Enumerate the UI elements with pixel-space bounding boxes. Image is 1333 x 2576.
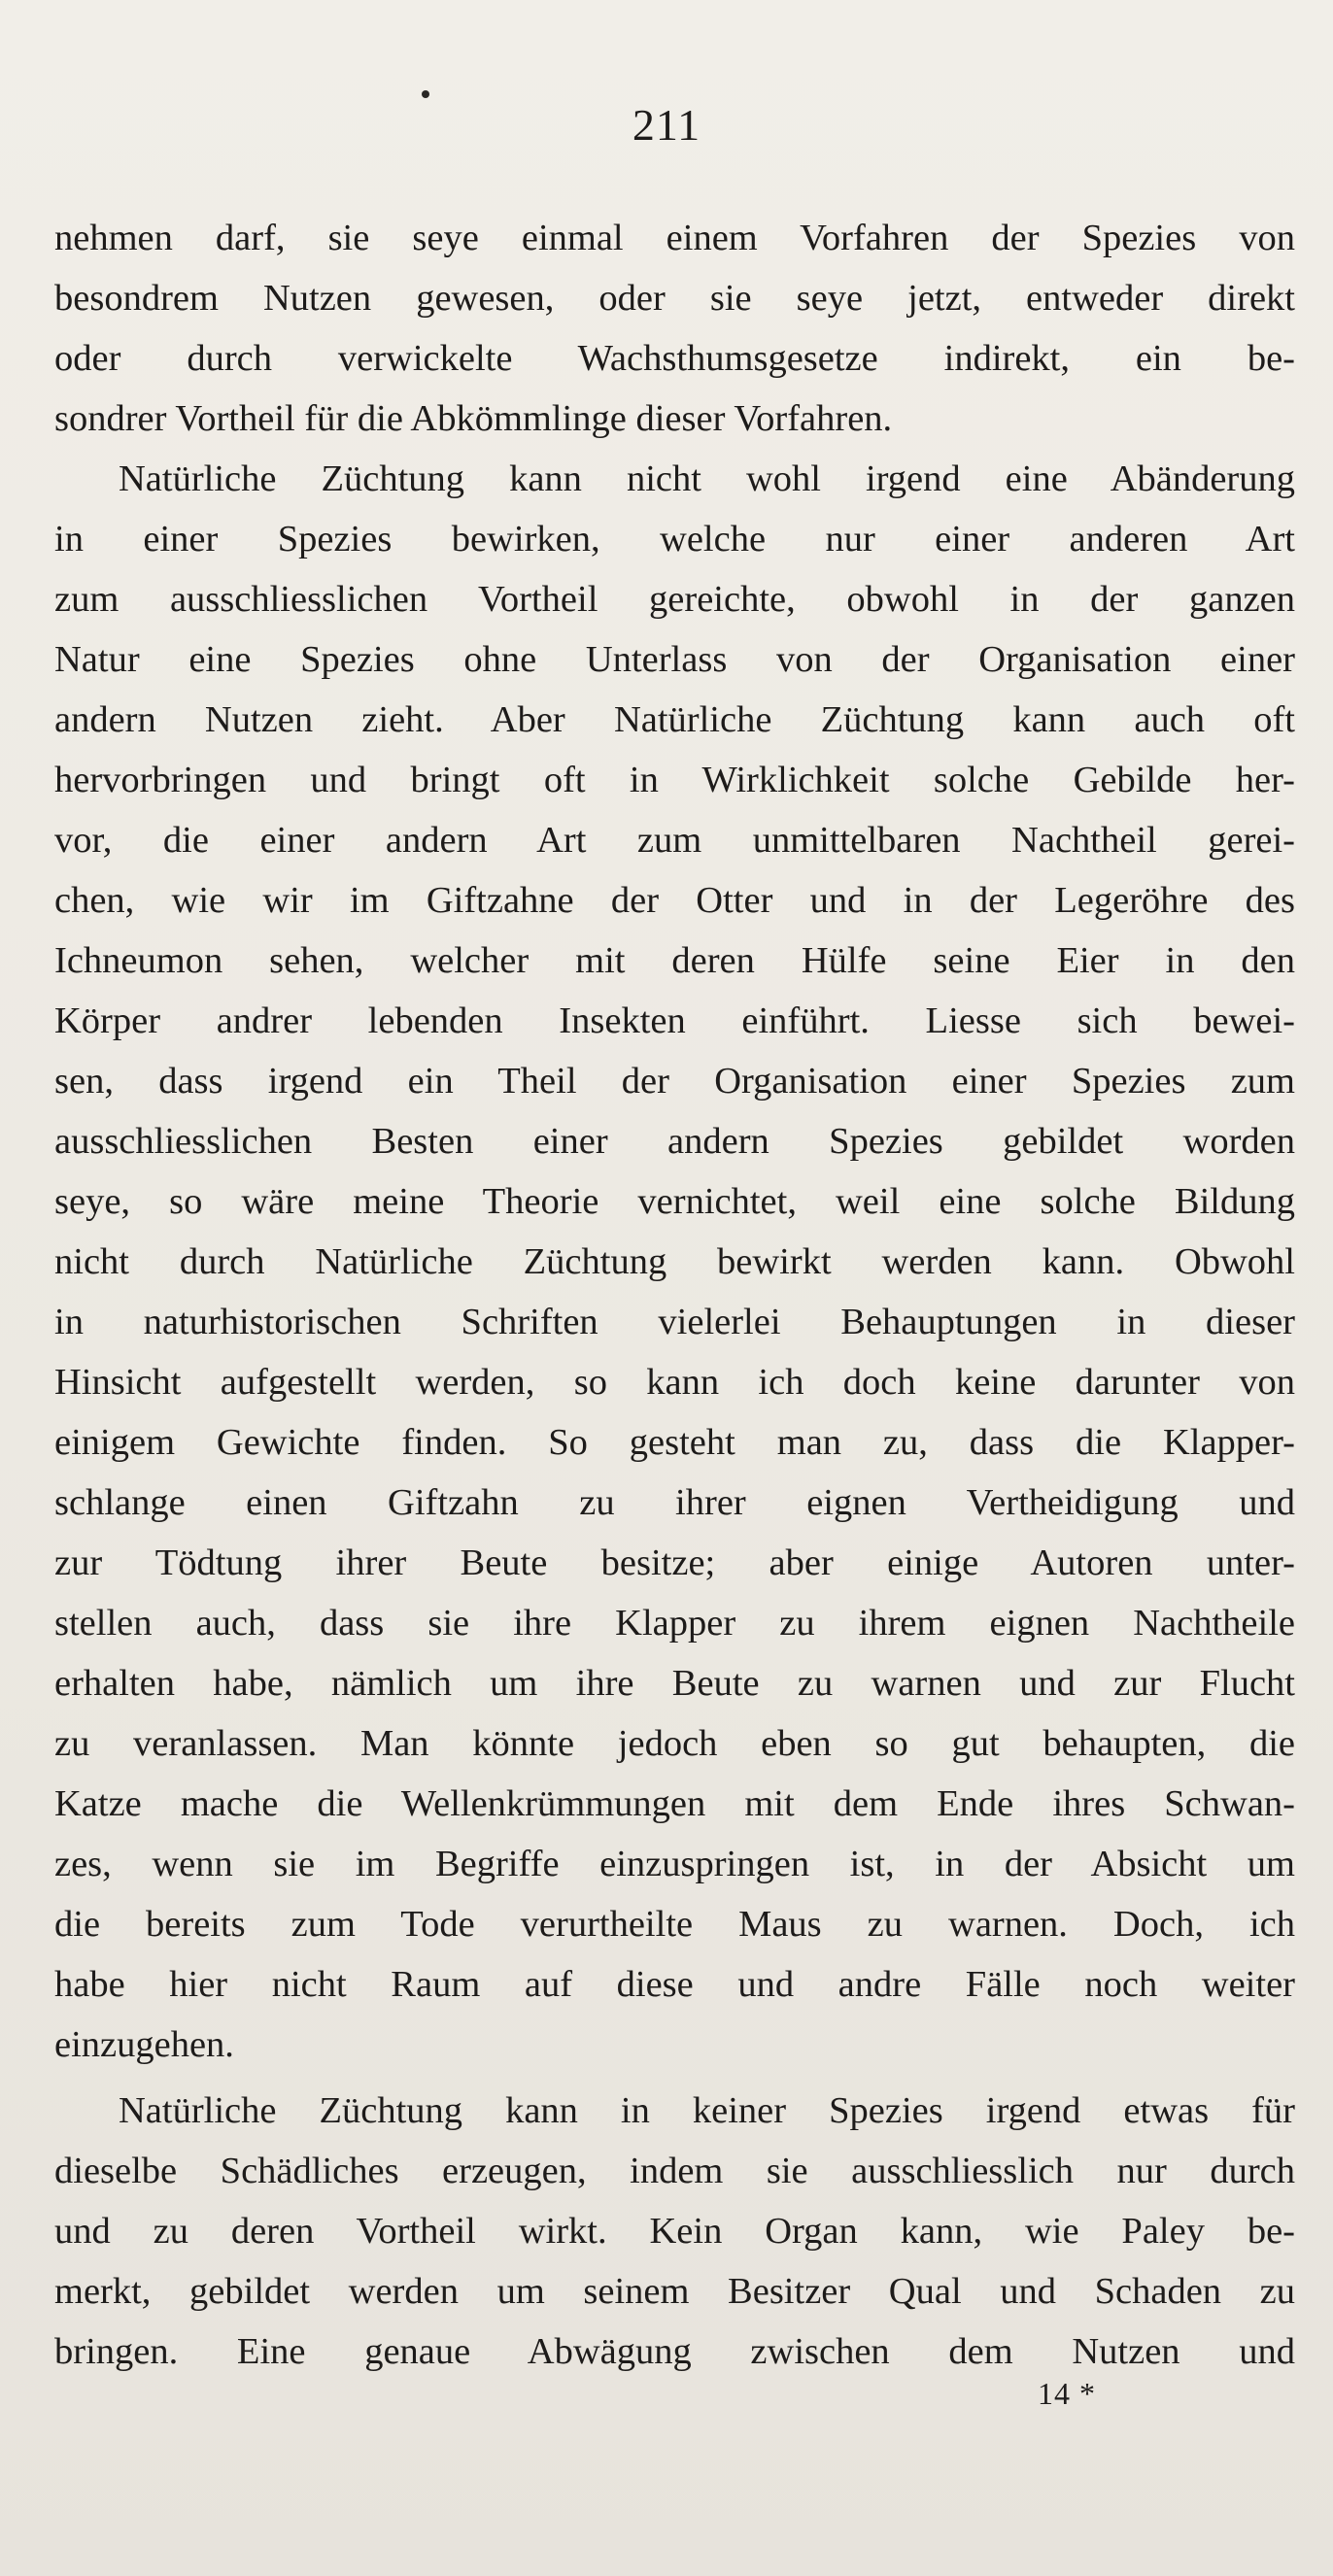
text-line: hervorbringen und bringt oft in Wirklichkeit solche Gebilde her- [54, 760, 1295, 800]
text-line: Katze mache die Wellenkrümmungen mit dem Ende ihres Schwan- [54, 1783, 1295, 1824]
body-text [54, 208, 1295, 2382]
text-line: ausschliesslichen Besten einer andern Spezies gebildet worden [54, 1121, 1295, 1162]
text-line: zur Tödtung ihrer Beute besitze; aber einige Autoren unter- [54, 1542, 1295, 1583]
text-line: Natürliche Züchtung kann in keiner Spezies irgend etwas für [119, 2090, 1295, 2131]
text-line: chen, wie wir im Giftzahne der Otter und in der Legeröhre des [54, 880, 1295, 921]
text-line: merkt, gebildet werden um seinem Besitzer Qual und Schaden zu [54, 2271, 1295, 2312]
text-line: zes, wenn sie im Begriffe einzuspringen ist, in der Absicht um [54, 1844, 1295, 1884]
text-line: seye, so wäre meine Theorie vernichtet, weil eine solche Bildung [54, 1181, 1295, 1222]
text-line: sen, dass irgend ein Theil der Organisation einer Spezies zum [54, 1061, 1295, 1102]
text-line: in naturhistorischen Schriften vielerlei Behauptungen in dieser [54, 1302, 1295, 1342]
text-line: andern Nutzen zieht. Aber Natürliche Züchtung kann auch oft [54, 699, 1295, 740]
text-line: dieselbe Schädliches erzeugen, indem sie ausschliesslich nur durch [54, 2151, 1295, 2191]
text-line: zu veranlassen. Man könnte jedoch eben so gut behaupten, die [54, 1723, 1295, 1764]
text-line: zum ausschliesslichen Vortheil gereichte, obwohl in der ganzen [54, 579, 1295, 620]
text-line: habe hier nicht Raum auf diese und andre Fälle noch weiter [54, 1964, 1295, 2005]
text-line: Hinsicht aufgestellt werden, so kann ich doch keine darunter von [54, 1362, 1295, 1403]
signature-mark: 14 * [1038, 2376, 1096, 2411]
text-line: schlange einen Giftzahn zu ihrer eignen Vertheidigung und [54, 1482, 1295, 1523]
paragraph-1 [54, 208, 1295, 449]
text-line: oder durch verwickelte Wachsthumsgesetze indirekt, ein be- [54, 338, 1295, 379]
text-line: Körper andrer lebenden Insekten einführt. Liesse sich bewei- [54, 1000, 1295, 1041]
text-line: bringen. Eine genaue Abwägung zwischen dem Nutzen und [54, 2331, 1295, 2372]
text-line: die bereits zum Tode verurtheilte Maus zu warnen. Doch, ich [54, 1904, 1295, 1945]
ink-dot [422, 90, 429, 98]
paragraph-3 [54, 2081, 1295, 2382]
text-line: Ichneumon sehen, welcher mit deren Hülfe seine Eier in den [54, 940, 1295, 981]
paragraph-2 [54, 449, 1295, 2075]
page-number: 211 [632, 100, 701, 150]
text-line: sondrer Vortheil für die Abkömmlinge dieser Vorfahren. [54, 398, 893, 439]
text-line: nicht durch Natürliche Züchtung bewirkt werden kann. Obwohl [54, 1241, 1295, 1282]
text-line: Natürliche Züchtung kann nicht wohl irgend eine Abänderung [119, 458, 1295, 499]
text-line: in einer Spezies bewirken, welche nur einer anderen Art [54, 519, 1295, 559]
text-line: vor, die einer andern Art zum unmittelbaren Nachtheil gerei- [54, 820, 1295, 861]
text-line: nehmen darf, sie seye einmal einem Vorfahren der Spezies von [54, 218, 1295, 258]
text-line: Natur eine Spezies ohne Unterlass von der Organisation einer [54, 639, 1295, 680]
text-line: und zu deren Vortheil wirkt. Kein Organ kann, wie Paley be- [54, 2211, 1295, 2252]
text-line: einigem Gewichte finden. So gesteht man zu, dass die Klapper- [54, 1422, 1295, 1463]
text-line: stellen auch, dass sie ihre Klapper zu ihrem eignen Nachtheile [54, 1603, 1295, 1644]
text-line: einzugehen. [54, 2024, 234, 2065]
text-line: besondrem Nutzen gewesen, oder sie seye jetzt, entweder direkt [54, 278, 1295, 319]
text-line: erhalten habe, nämlich um ihre Beute zu warnen und zur Flucht [54, 1663, 1295, 1704]
